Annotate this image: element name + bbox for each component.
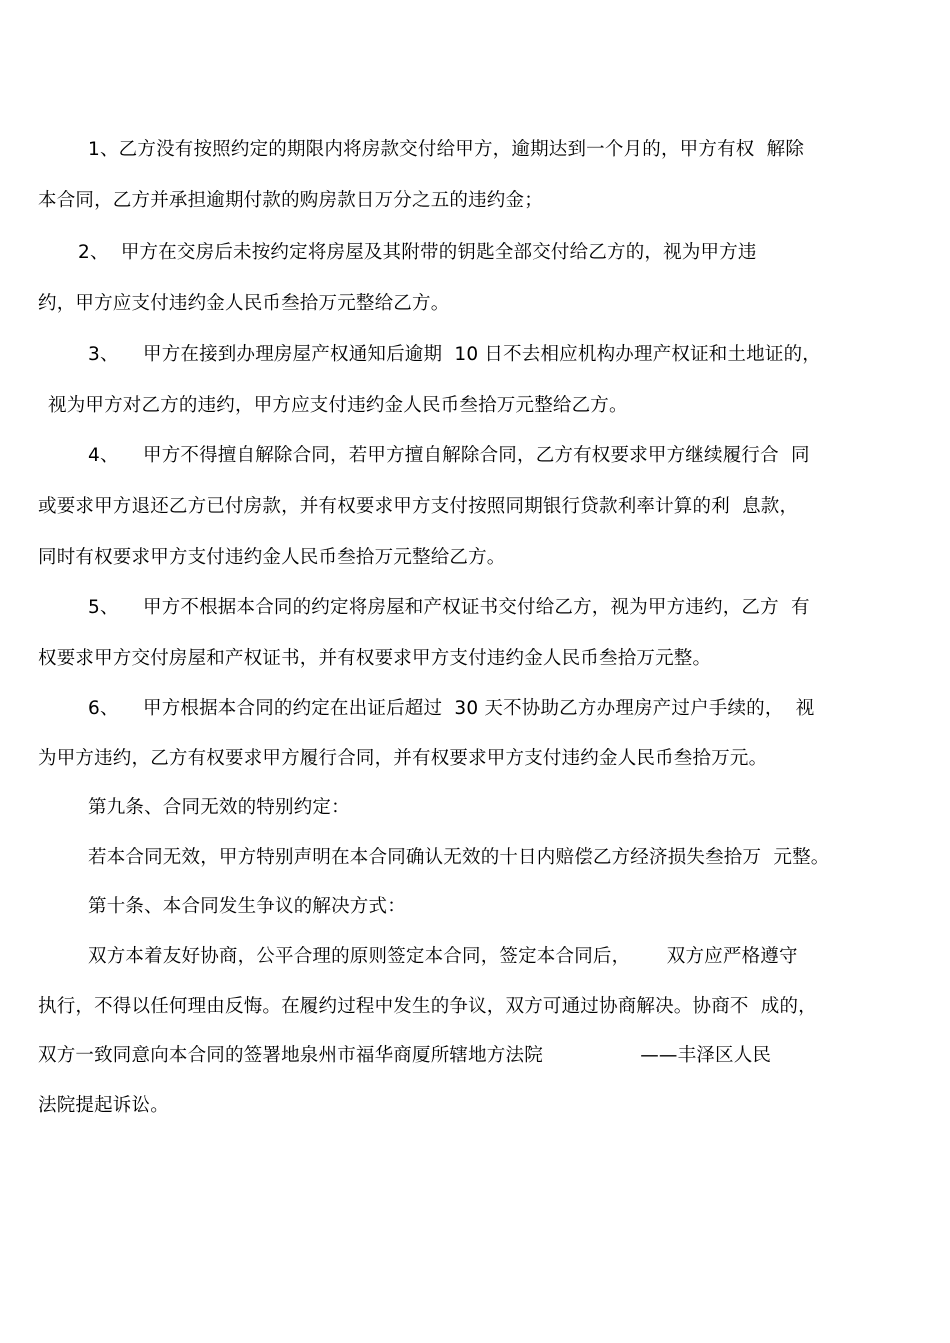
section-heading: 第十条、本合同发生争议的解决方式： xyxy=(88,896,406,917)
text-line: 同时有权要求甲方支付违约金人民币叁拾万元整给乙方。 xyxy=(38,547,506,568)
text-line: 若本合同无效，甲方特别声明在本合同确认无效的十日内赔偿乙方经济损失叁拾万 元整。 xyxy=(88,847,830,868)
text-line: 3、 甲方在接到办理房屋产权通知后逾期 10 日不去相应机构办理产权证和土地证的， xyxy=(88,344,821,365)
text-line: 视为甲方对乙方的违约，甲方应支付违约金人民币叁拾万元整给乙方。 xyxy=(48,395,628,416)
section-heading: 第九条、合同无效的特别约定： xyxy=(88,797,350,818)
text-line: 2、 甲方在交房后未按约定将房屋及其附带的钥匙全部交付给乙方的，视为甲方违 xyxy=(78,242,757,263)
text-line: 4、 甲方不得擅自解除合同，若甲方擅自解除合同，乙方有权要求甲方继续履行合 同 xyxy=(88,445,810,466)
text-line: 本合同，乙方并承担逾期付款的购房款日万分之五的违约金； xyxy=(38,190,543,211)
text-line: 法院提起诉讼。 xyxy=(38,1095,169,1116)
text-line: 6、 甲方根据本合同的约定在出证后超过 30 天不协助乙方办理房产过户手续的， 视 xyxy=(88,698,815,719)
text-line: 执行，不得以任何理由反悔。在履约过程中发生的争议，双方可通过协商解决。协商不 成的， xyxy=(38,996,817,1017)
text-line: 双方一致同意向本合同的签署地泉州市福华商厦所辖地方法院 ——丰泽区人民 xyxy=(38,1045,772,1066)
text-line: 1、乙方没有按照约定的期限内将房款交付给甲方，逾期达到一个月的，甲方有权 解除 xyxy=(88,139,805,160)
text-line: 为甲方违约，乙方有权要求甲方履行合同，并有权要求甲方支付违约金人民币叁拾万元。 xyxy=(38,748,768,769)
text-line: 约，甲方应支付违约金人民币叁拾万元整给乙方。 xyxy=(38,293,450,314)
text-line: 权要求甲方交付房屋和产权证书，并有权要求甲方支付违约金人民币叁拾万元整。 xyxy=(38,648,712,669)
text-line: 双方本着友好协商，公平合理的原则签定本合同，签定本合同后， 双方应严格遵守 xyxy=(88,946,798,967)
text-line: 5、 甲方不根据本合同的约定将房屋和产权证书交付给乙方，视为甲方违约，乙方 有 xyxy=(88,597,810,618)
text-line: 或要求甲方退还乙方已付房款，并有权要求甲方支付按照同期银行贷款利率计算的利 息款， xyxy=(38,496,799,517)
